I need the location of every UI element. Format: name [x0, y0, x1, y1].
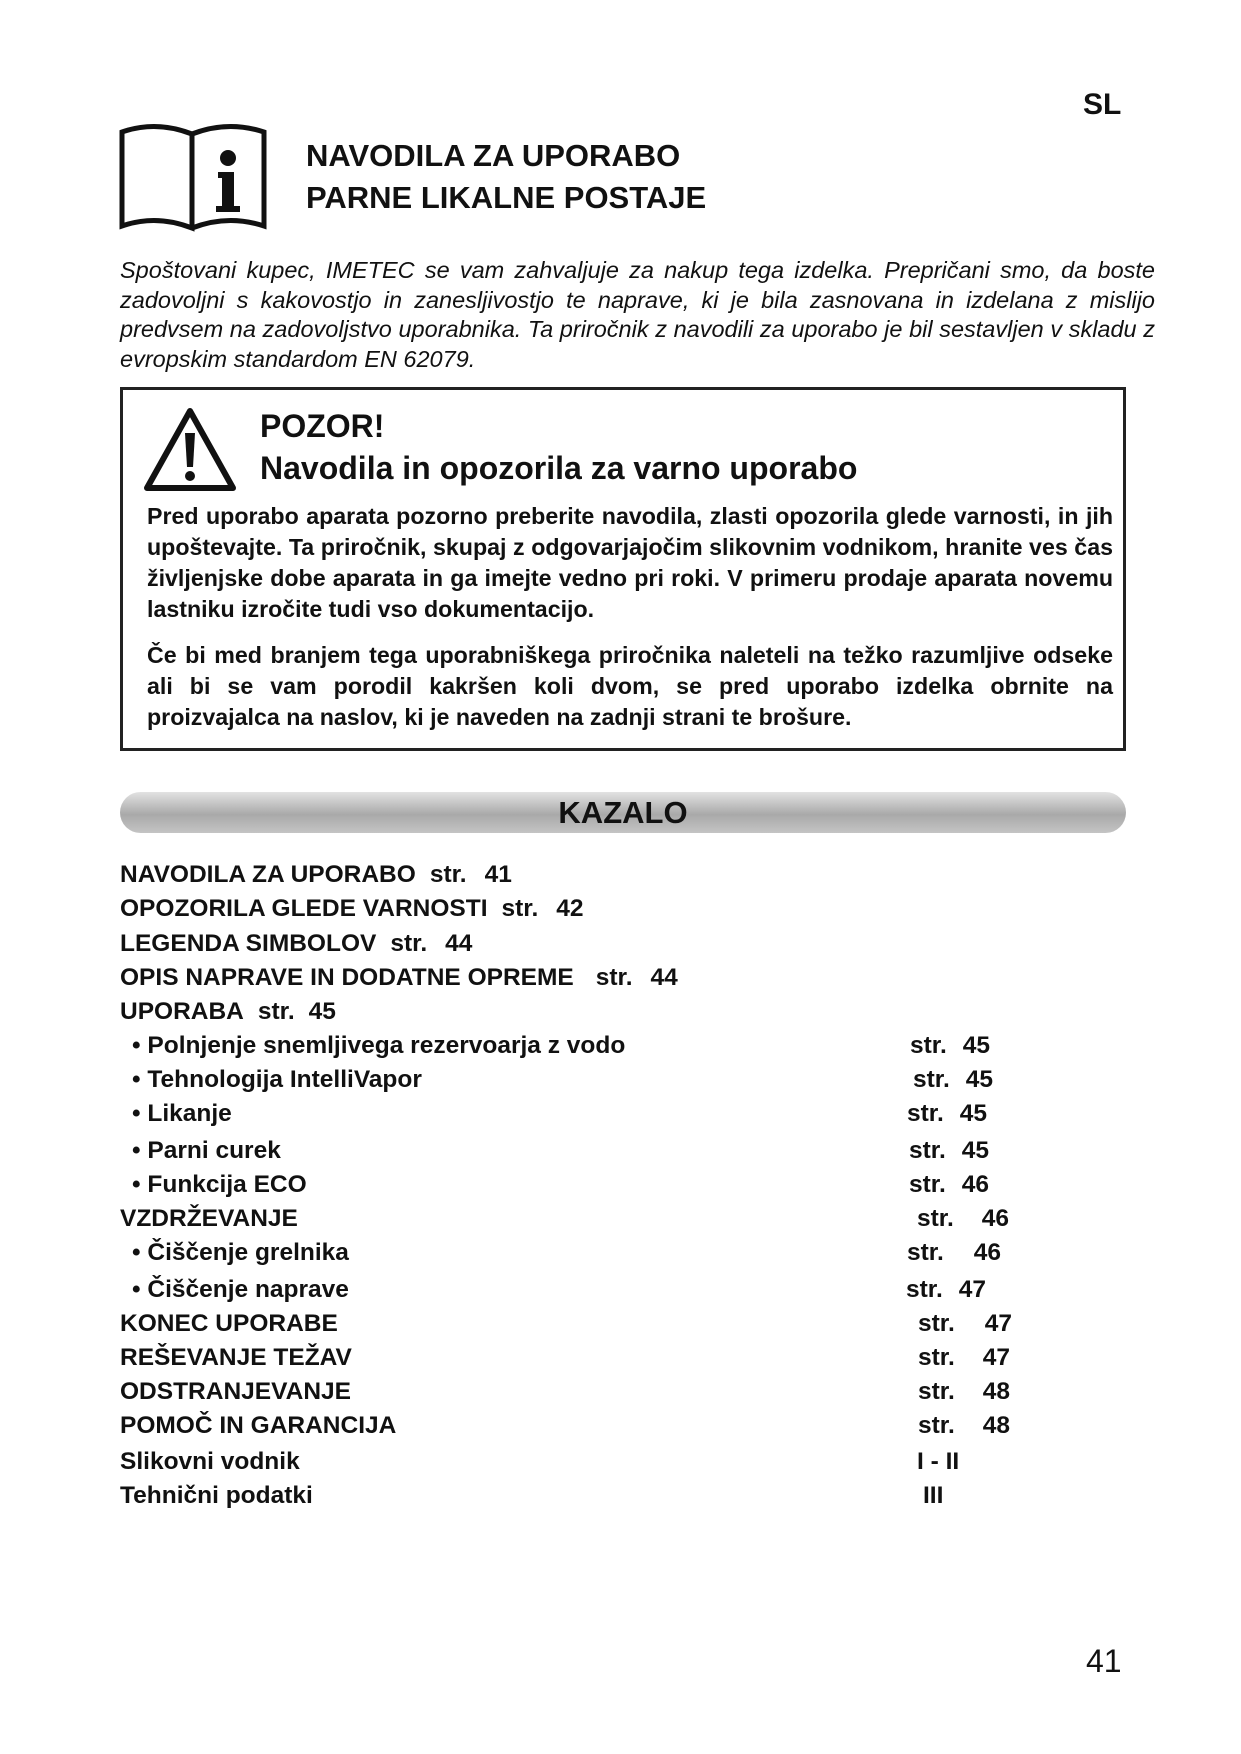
toc-page-ref — [917, 1204, 1009, 1234]
toc-entry-page: 48 — [982, 1378, 1011, 1405]
toc-entry-page: 45 — [308, 998, 336, 1025]
toc-page-ref — [913, 1065, 993, 1095]
toc-entry-prefix: str. — [390, 930, 428, 957]
toc-entry-page: 44 — [445, 930, 473, 957]
warning-paragraph-2: Če bi med branjem tega uporabniškega priročnika naleteli na težko razumljive odseke ali bi se vam porodil kakršen koli dvom, se pred uporabo izdelka obrnite na proizvajalca na naslov, ki je naveden na zadnji strani te brošure. — [147, 642, 1113, 730]
toc-entry-prefix: str. — [909, 1137, 946, 1164]
toc-entry-prefix: str. — [907, 1100, 944, 1127]
toc-entry — [120, 1204, 298, 1234]
toc-entry-label: Tehnični podatki — [120, 1482, 313, 1509]
toc-entry-prefix: str. — [917, 1205, 954, 1232]
toc-page-ref — [909, 1170, 989, 1200]
toc-entry — [120, 1309, 338, 1339]
toc-entry-prefix: str. — [595, 964, 633, 991]
toc-entry-label: LEGENDA SIMBOLOV — [120, 930, 377, 957]
toc-entry — [120, 1343, 352, 1373]
toc-entry-page: 41 — [484, 861, 512, 888]
toc-page-ref — [918, 1411, 1010, 1441]
toc-entry-label: POMOČ IN GARANCIJA — [120, 1412, 397, 1439]
toc-entry-prefix: str. — [501, 895, 539, 922]
toc-subentry — [132, 1065, 422, 1095]
language-code: SL — [1083, 88, 1122, 121]
toc-entry-label: UPORABA — [120, 998, 244, 1025]
toc-page-ref — [918, 1377, 1010, 1407]
toc-entry-prefix: str. — [918, 1310, 955, 1337]
toc-entry-label: • Funkcija ECO — [132, 1171, 307, 1198]
toc-entry — [120, 1377, 351, 1407]
toc-entry-label: OPIS NAPRAVE IN DODATNE OPREME — [120, 964, 574, 991]
toc-entry-page: 46 — [961, 1171, 990, 1198]
toc-entry-label: • Čiščenje grelnika — [132, 1239, 349, 1266]
toc-entry — [120, 997, 336, 1027]
toc-entry-label: KONEC UPORABE — [120, 1310, 338, 1337]
toc-entry-label: Slikovni vodnik — [120, 1448, 300, 1475]
toc-entry-prefix: str. — [918, 1412, 955, 1439]
info-book-icon — [118, 122, 268, 234]
toc-entry-page: III — [923, 1482, 944, 1509]
toc-entry-label: VZDRŽEVANJE — [120, 1205, 298, 1232]
toc-subentry — [132, 1031, 625, 1061]
toc-page-ref — [910, 1031, 990, 1061]
warning-subheading: Navodila in opozorila za varno uporabo — [260, 450, 858, 486]
toc-subentry — [132, 1136, 281, 1166]
toc-page-ref — [917, 1447, 959, 1477]
toc-entry — [120, 860, 512, 890]
toc-entry — [120, 1411, 396, 1441]
toc-page-ref — [907, 1238, 1001, 1268]
warning-triangle-icon — [142, 405, 238, 493]
toc-entry-prefix: str. — [429, 861, 467, 888]
toc-entry-label: • Parni curek — [132, 1137, 281, 1164]
toc-entry-prefix: str. — [918, 1378, 955, 1405]
intro-paragraph: Spoštovani kupec, IMETEC se vam zahvaljuje za nakup tega izdelka. Prepričani smo, da boste zadovoljni s kakovostjo in zanesljivostjo te naprave, ki je bila zasnovana in izdelana z mislijo predvsem na zadovoljstvo uporabnika. Ta priročnik z navodili za uporabo je bil sestavljen v skladu z evropskim standardom EN 62079. — [120, 257, 1155, 372]
toc-entry — [120, 1447, 300, 1477]
toc-entry-page: 45 — [962, 1032, 991, 1059]
toc-entry-prefix: str. — [906, 1276, 943, 1303]
page-number: 41 — [1086, 1643, 1122, 1679]
toc-entry-page: 45 — [965, 1066, 994, 1093]
toc-subentry — [132, 1275, 349, 1305]
toc-subentry — [132, 1170, 307, 1200]
toc-entry-prefix: str. — [257, 998, 295, 1025]
toc-entry-page: 48 — [982, 1412, 1011, 1439]
toc-entry-label: NAVODILA ZA UPORABO — [120, 861, 416, 888]
title-line-1: NAVODILA ZA UPORABO — [306, 138, 681, 173]
toc-entry-page: 46 — [973, 1239, 1002, 1266]
toc-entry-prefix: str. — [907, 1239, 944, 1266]
toc-entry-label: • Tehnologija IntelliVapor — [132, 1066, 422, 1093]
toc-entry-prefix: str. — [913, 1066, 950, 1093]
toc-page-ref — [909, 1136, 989, 1166]
toc-entry — [120, 929, 472, 959]
toc-entry-label: • Likanje — [132, 1100, 232, 1127]
toc-page-ref — [918, 1343, 1010, 1373]
toc-page-ref — [918, 1309, 1012, 1339]
toc-subentry — [132, 1099, 232, 1129]
toc-page-ref — [923, 1481, 943, 1511]
toc-entry-label: • Čiščenje naprave — [132, 1276, 349, 1303]
toc-entry-prefix: str. — [910, 1032, 947, 1059]
toc-entry-prefix: str. — [909, 1171, 946, 1198]
toc-entry — [120, 963, 678, 993]
toc-entry-label: REŠEVANJE TEŽAV — [120, 1344, 352, 1371]
toc-entry-label: • Polnjenje snemljivega rezervoarja z vodo — [132, 1032, 626, 1059]
toc-entry-label: OPOZORILA GLEDE VARNOSTI — [120, 895, 488, 922]
toc-entry-page: 47 — [984, 1310, 1013, 1337]
toc-entry-page: 47 — [958, 1276, 987, 1303]
toc-entry-label: ODSTRANJEVANJE — [120, 1378, 351, 1405]
title-line-2: PARNE LIKALNE POSTAJE — [306, 180, 707, 215]
warning-paragraph-1: Pred uporabo aparata pozorno preberite navodila, zlasti opozorila glede varnosti, in jih upoštevajte. Ta priročnik, skupaj z odgovarjajočim slikovnim vodnikom, hranite ves čas življenjske dobe aparata in ga imejte vedno pri roki. V primeru prodaje aparata novemu lastniku izročite tudi vso dokumentacijo. — [147, 503, 1113, 622]
toc-entry-prefix: str. — [918, 1344, 955, 1371]
toc-entry — [120, 1481, 313, 1511]
toc-subentry — [132, 1238, 349, 1268]
toc-page-ref — [907, 1099, 987, 1129]
toc-entry-page: 44 — [650, 964, 678, 991]
toc-entry-page: 47 — [982, 1344, 1011, 1371]
toc-entry-page: 45 — [959, 1100, 988, 1127]
toc-entry-page: I - II — [917, 1448, 960, 1475]
toc-entry-page: 46 — [981, 1205, 1010, 1232]
warning-heading: POZOR! — [260, 408, 385, 444]
toc-entry-page: 45 — [961, 1137, 990, 1164]
warning-heading-group — [260, 405, 857, 489]
toc-title: KAZALO — [558, 795, 688, 830]
toc-page-ref — [906, 1275, 986, 1305]
page-title — [306, 135, 706, 219]
toc-entry — [120, 894, 584, 924]
toc-entry-page: 42 — [556, 895, 584, 922]
